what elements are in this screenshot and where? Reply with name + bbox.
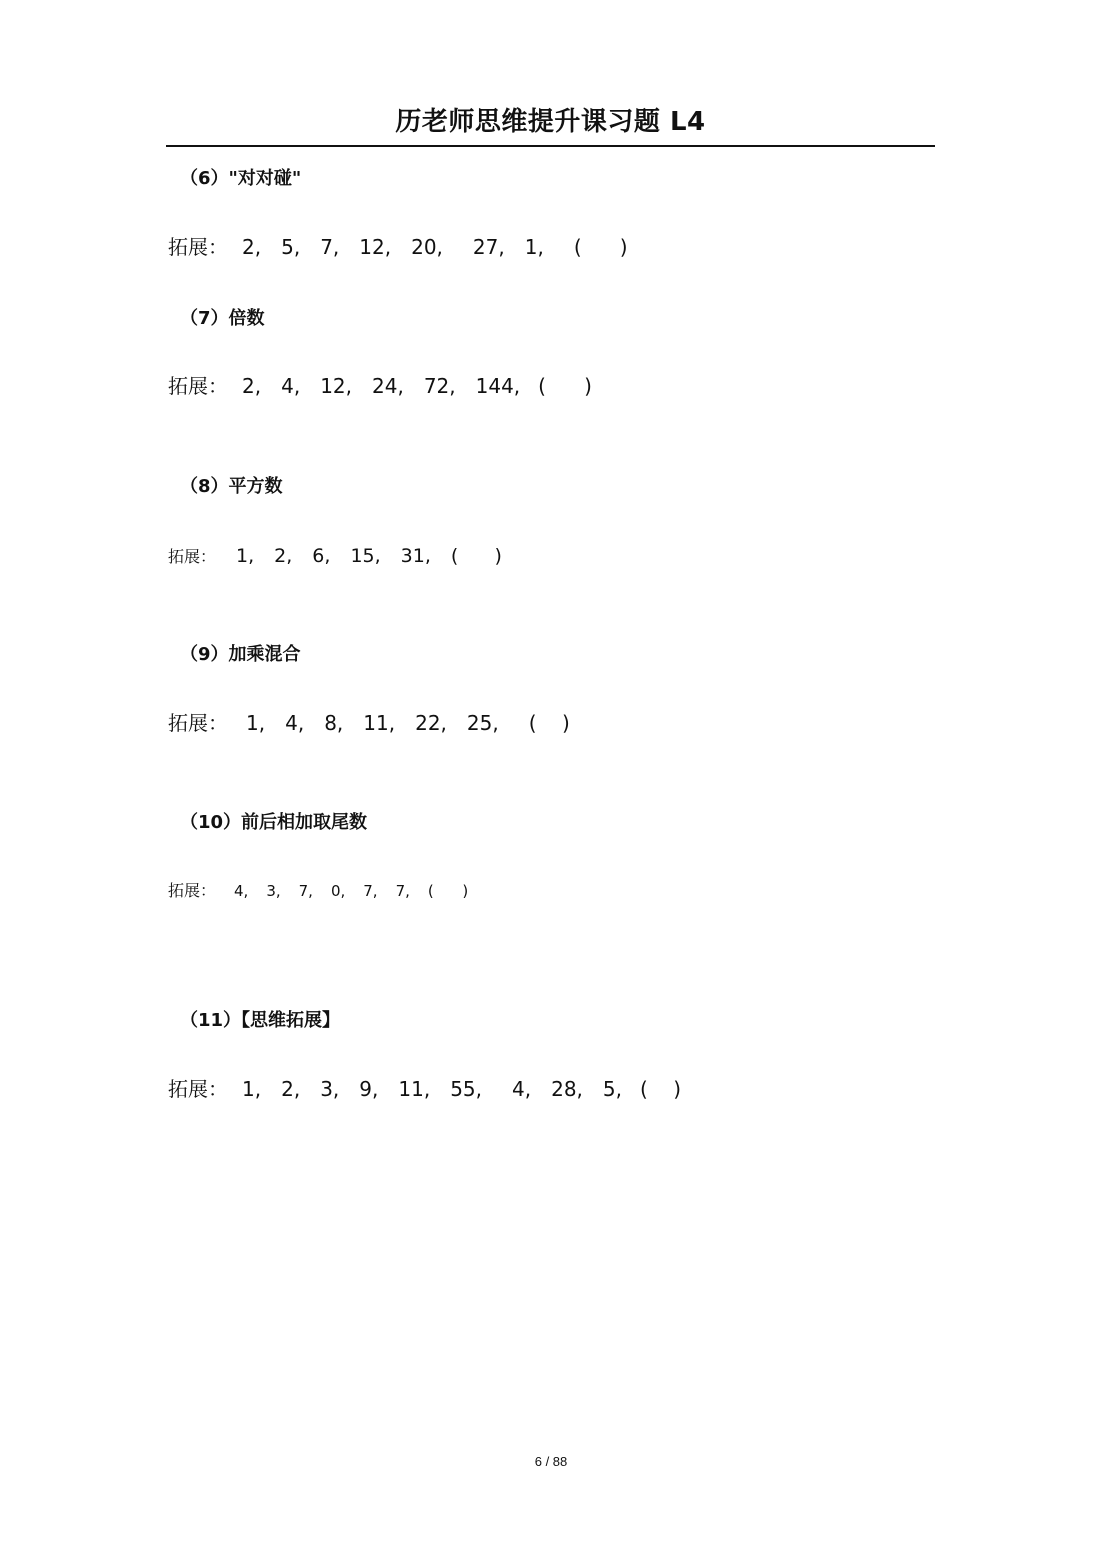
sequence-term: 12, (320, 374, 352, 398)
sequence-term: 20, (411, 235, 443, 259)
sequence-term: 1, (524, 235, 544, 259)
section-7-heading: （7）倍数 (180, 308, 265, 329)
sequence-term: 9, (359, 1077, 379, 1101)
section-11-heading: （11）【思维拓展】 (180, 1010, 341, 1031)
section-10-sequence (168, 881, 468, 902)
sequence-term: 1, (246, 711, 266, 735)
answer-blank[interactable]: ( ) (538, 374, 592, 398)
sequence-term: 27, (472, 235, 505, 259)
sequence-prefix: 拓展： (168, 547, 217, 566)
sequence-term: 6, (312, 545, 331, 567)
sequence-prefix: 拓展： (168, 374, 228, 398)
sequence-term: 0, (330, 882, 346, 900)
section-6-heading: （6）"对对碰" (180, 168, 302, 189)
sequence-term: 8, (324, 711, 344, 735)
sequence-term: 144, (475, 374, 521, 398)
sequence-term: 7, (363, 882, 378, 900)
sequence-term: 31, (400, 545, 431, 567)
sequence-term: 2, (281, 1077, 301, 1101)
sequence-term: 11, (363, 711, 396, 735)
sequence-term: 4, (285, 711, 305, 735)
section-9-sequence (168, 709, 570, 737)
page-number: 6 / 88 (534, 1454, 568, 1469)
answer-blank[interactable]: ( ) (528, 711, 570, 735)
sequence-term: 2, (274, 545, 293, 567)
title-divider (166, 145, 935, 147)
sequence-term: 2, (242, 235, 262, 259)
sequence-term: 1, (242, 1077, 262, 1101)
sequence-term: 3, (320, 1077, 340, 1101)
sequence-term: 4, (234, 882, 249, 900)
sequence-term: 5, (602, 1077, 622, 1101)
answer-blank[interactable]: ( ) (427, 882, 469, 900)
section-6-sequence (168, 233, 628, 261)
sequence-term: 3, (266, 882, 281, 900)
page-title: 历老师思维提升课习题 L4 (395, 107, 706, 137)
sequence-prefix: 拓展： (168, 235, 228, 259)
sequence-term: 11, (398, 1077, 431, 1101)
sequence-term: 15, (350, 545, 381, 567)
sequence-term: 55, (450, 1077, 482, 1101)
section-9-heading: （9）加乘混合 (180, 644, 301, 665)
sequence-term: 7, (298, 882, 313, 900)
section-8-sequence (168, 544, 502, 569)
section-8-heading: （8）平方数 (180, 476, 283, 497)
sequence-term: 22, (415, 711, 447, 735)
sequence-term: 25, (466, 711, 499, 735)
answer-blank[interactable]: ( ) (640, 1077, 682, 1101)
sequence-term: 5, (281, 235, 301, 259)
answer-blank[interactable]: ( ) (573, 235, 628, 259)
section-7-sequence (168, 372, 592, 400)
section-10-heading: （10）前后相加取尾数 (180, 812, 368, 833)
sequence-term: 7, (395, 882, 410, 900)
sequence-term: 72, (423, 374, 456, 398)
sequence-term: 7, (320, 235, 340, 259)
answer-blank[interactable]: ( ) (450, 545, 502, 567)
sequence-term: 4, (281, 374, 301, 398)
sequence-term: 12, (359, 235, 392, 259)
sequence-term: 24, (372, 374, 404, 398)
sequence-term: 2, (242, 374, 262, 398)
sequence-term: 1, (236, 545, 255, 567)
sequence-prefix: 拓展： (168, 711, 228, 735)
sequence-term: 28, (551, 1077, 583, 1101)
sequence-prefix: 拓展： (168, 881, 217, 900)
section-11-sequence (168, 1075, 681, 1103)
sequence-prefix: 拓展： (168, 1077, 228, 1101)
sequence-term: 4, (512, 1077, 532, 1101)
